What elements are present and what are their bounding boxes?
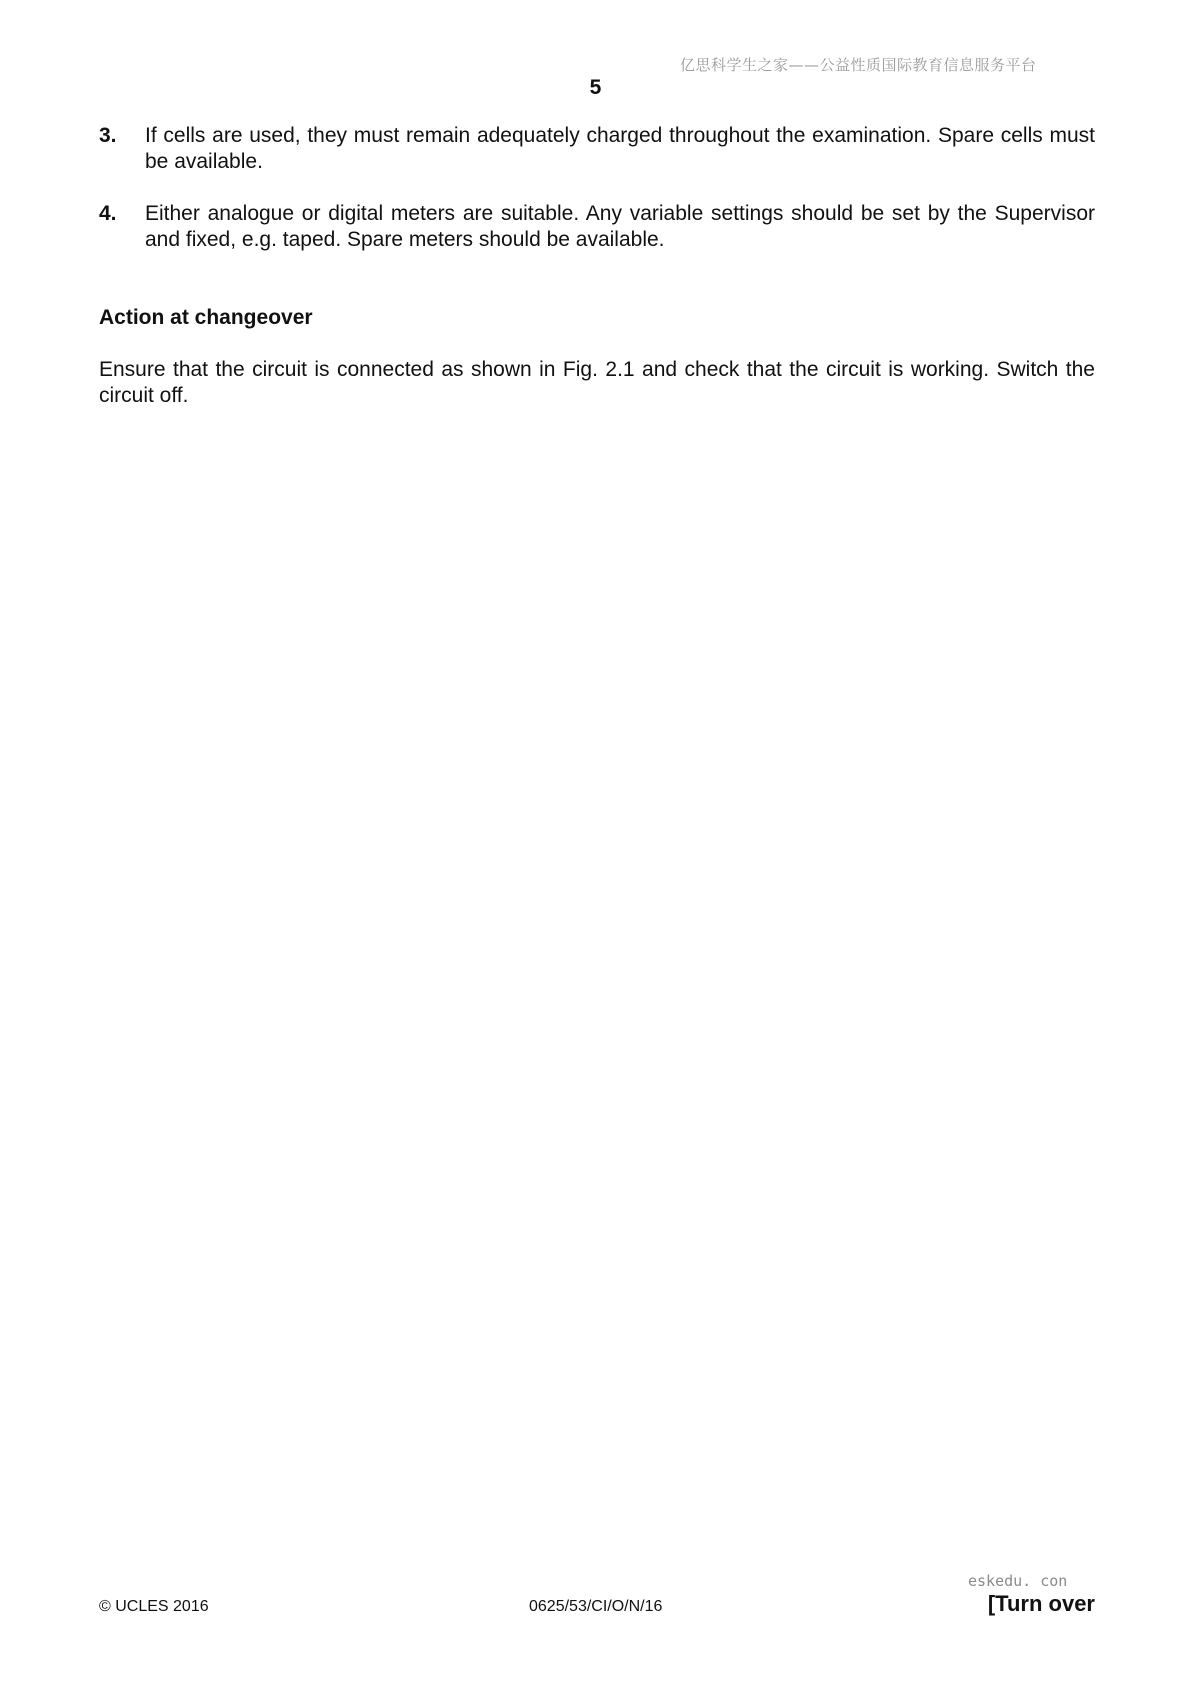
list-item-number: 4. xyxy=(99,202,117,225)
list-item xyxy=(99,201,1095,253)
list-item-text: Either analogue or digital meters are suitable. Any variable settings should be set by the Supervisor and fixed, e.g. taped. Spare meters should be available. xyxy=(145,202,1095,251)
section-heading: Action at changeover xyxy=(99,306,313,329)
page-number: 5 xyxy=(589,76,602,99)
header-watermark: 亿思科学生之家——公益性质国际教育信息服务平台 xyxy=(680,56,1037,74)
list-item xyxy=(99,123,1095,175)
footer-copyright: © UCLES 2016 xyxy=(99,1598,209,1615)
section-paragraph: Ensure that the circuit is connected as shown in Fig. 2.1 and check that the circuit is working. Switch the circuit off. xyxy=(99,358,1095,407)
list-item-number: 3. xyxy=(99,124,117,147)
list-item-text: If cells are used, they must remain adequately charged throughout the examination. Spare cells must be available. xyxy=(145,124,1095,173)
footer-paper-code: 0625/53/CI/O/N/16 xyxy=(529,1598,663,1615)
footer-turn-over: [Turn over xyxy=(987,1591,1095,1616)
footer-watermark: eskedu. con xyxy=(968,1572,1068,1590)
